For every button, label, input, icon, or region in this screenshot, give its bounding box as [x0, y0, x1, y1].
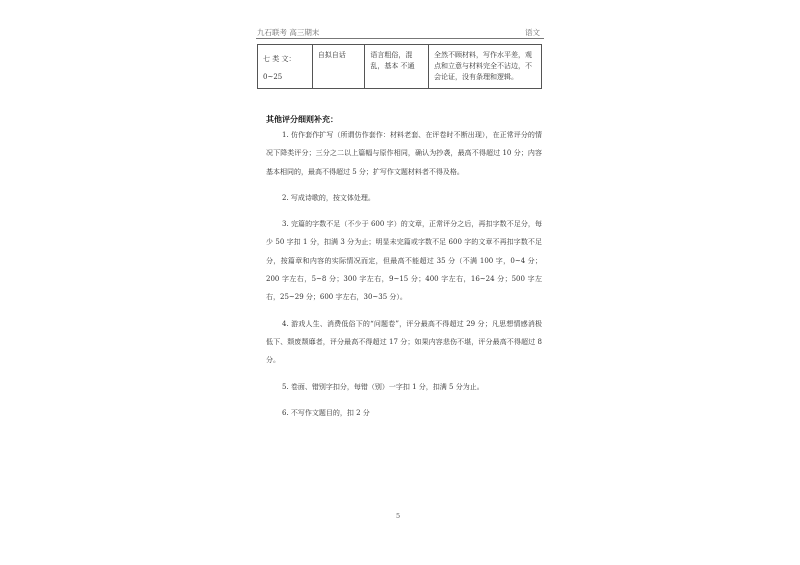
supplement-title: 其他评分细则补充：: [266, 114, 338, 124]
rubric-table: [257, 44, 542, 89]
rule-paragraph: 1. 仿作套作扩写（所谓仿作套作：材料老套、在评卷时不断出现），在正常评分的情况下降类评分；三分之二以上篇幅与原作相同，确认为抄袭，最高不得超过 10 分；内容基本相同的，最高不得超过 5 分；扩写作文题材料者不得及格。: [266, 131, 542, 176]
rule-paragraph: 6. 不写作文题目的，扣 2 分: [282, 408, 370, 417]
page-number: 5: [396, 512, 401, 520]
rule-paragraph: 4. 游戏人生、消费低俗下的“问题卷”，评分最高不得超过 29 分；凡思想情感消极低下、颓废颓靡者，评分最高不得超过 17 分；如果内容悲伤不堪，评分最高不得超过 8 分。: [266, 319, 542, 365]
header-subject: 语文: [525, 28, 540, 37]
rule-paragraph: 5. 卷面、错别字扣分，每错（别）一字扣 1 分，扣满 5 分为止。: [282, 382, 484, 391]
header-exam-title: 九石联考 高三期末: [257, 28, 320, 37]
rubric-language-cell: 语言粗俗，混乱，基本 不通: [365, 45, 429, 89]
rubric-category-label: 七 类 文：: [263, 55, 296, 63]
rubric-criteria-cell: 自拟自话: [312, 45, 365, 89]
rule-paragraph: 2. 写成诗歌的，按文体处理。: [282, 193, 375, 202]
rubric-row-grade-7: [258, 45, 542, 89]
header-divider: [256, 38, 544, 39]
supplement-rules: [266, 126, 542, 430]
rubric-score-range: 0~25: [263, 73, 283, 81]
rubric-category-cell: [258, 45, 313, 89]
rubric-description-cell: 全然不顾材料，写作水平差，观点和立意与材料完全不沾边，不会论证，没有条理和逻辑。: [429, 45, 542, 89]
rule-paragraph: 3. 完篇的字数不足（不少于 600 字）的文章，正常评分之后，再扣字数不足分，每少 50 字扣 1 分，扣满 3 分为止；明显未完篇或字数不足 600 字的文章不再扣字数不足分，按篇章和内容的实际情况而定，但最高不能超过 35 分（不满 100 字，0~4 分；200 字左右，5~8 分；300 字左右，9~15 分；400 字左右，16~24 分；500 字左右，25~29 分；600 字左右，30~35 分）。: [266, 220, 542, 302]
